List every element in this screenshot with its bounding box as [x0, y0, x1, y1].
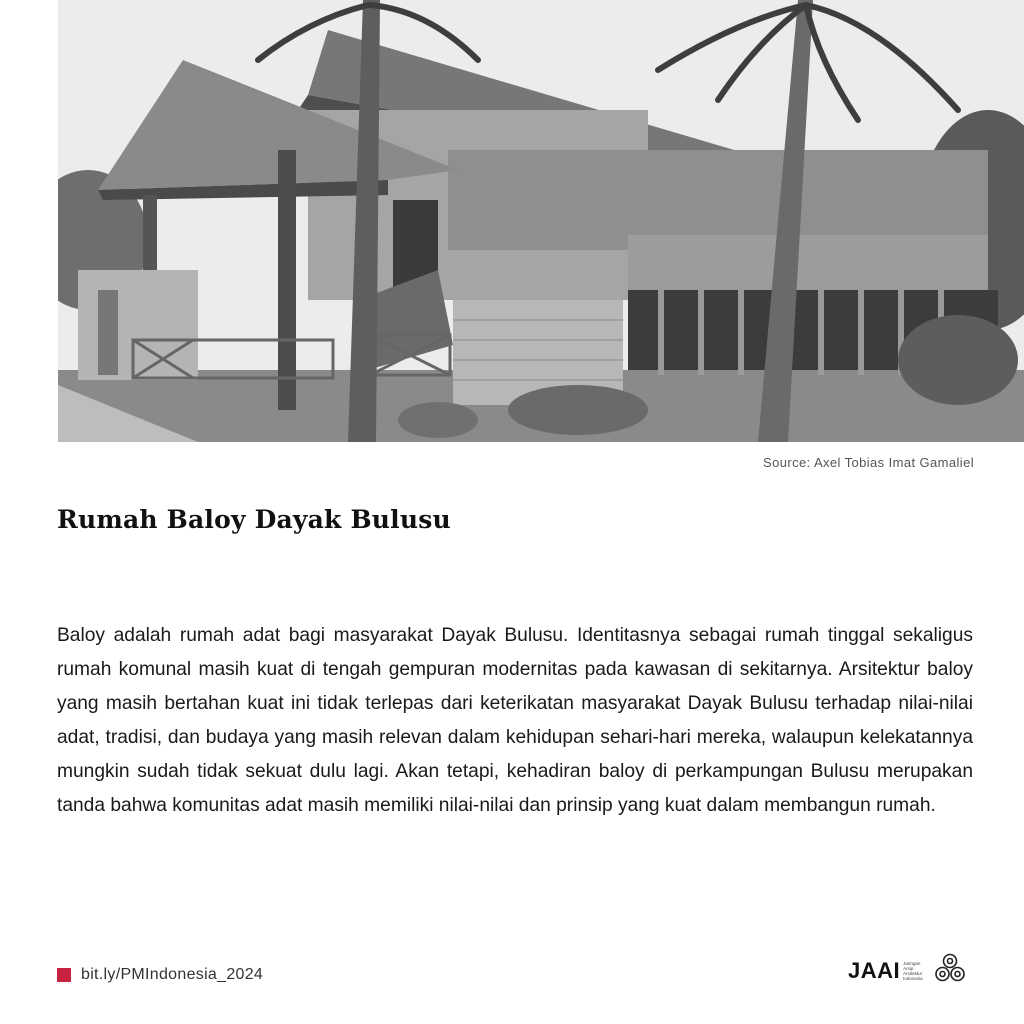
page-title: Rumah Baloy Dayak Bulusu	[57, 505, 451, 534]
photo-source-credit: Source: Axel Tobias Imat Gamaliel	[763, 455, 974, 470]
triple-spiral-icon	[933, 951, 967, 990]
body-paragraph: Baloy adalah rumah adat bagi masyarakat Dayak Bulusu. Identitasnya sebagai rumah tinggal sekaligus rumah komunal masih kuat di tengah gempuran modernitas pada kawasan di sekitarnya. Arsitektur baloy yang masih bertahan kuat ini tidak terlepas dari keterikatan masyarakat Dayak Bulusu terhadap nilai-nilai adat, tradisi, dan budaya yang masih relevan dalam kehidupan sehari-hari mereka, walaupun kelekatannya mungkin sudah tidak sekuat dulu lagi. Akan tetapi, kehadiran baloy di perkampungan Bulusu merupakan tanda bahwa komunitas adat masih memiliki nilai-nilai dan prinsip yang kuat dalam membangun rumah.	[57, 625, 973, 816]
accent-square	[57, 968, 71, 982]
logo-wordmark: JAAI	[848, 957, 901, 983]
footer-link-text[interactable]: bit.ly/PMIndonesia_2024	[81, 966, 264, 983]
jaai-logo	[848, 951, 967, 990]
footer-link[interactable]	[57, 966, 263, 984]
house-photo	[58, 0, 1024, 442]
logo-tagline: Jaringan Arsip Arsitektur Indonesia	[903, 960, 923, 981]
